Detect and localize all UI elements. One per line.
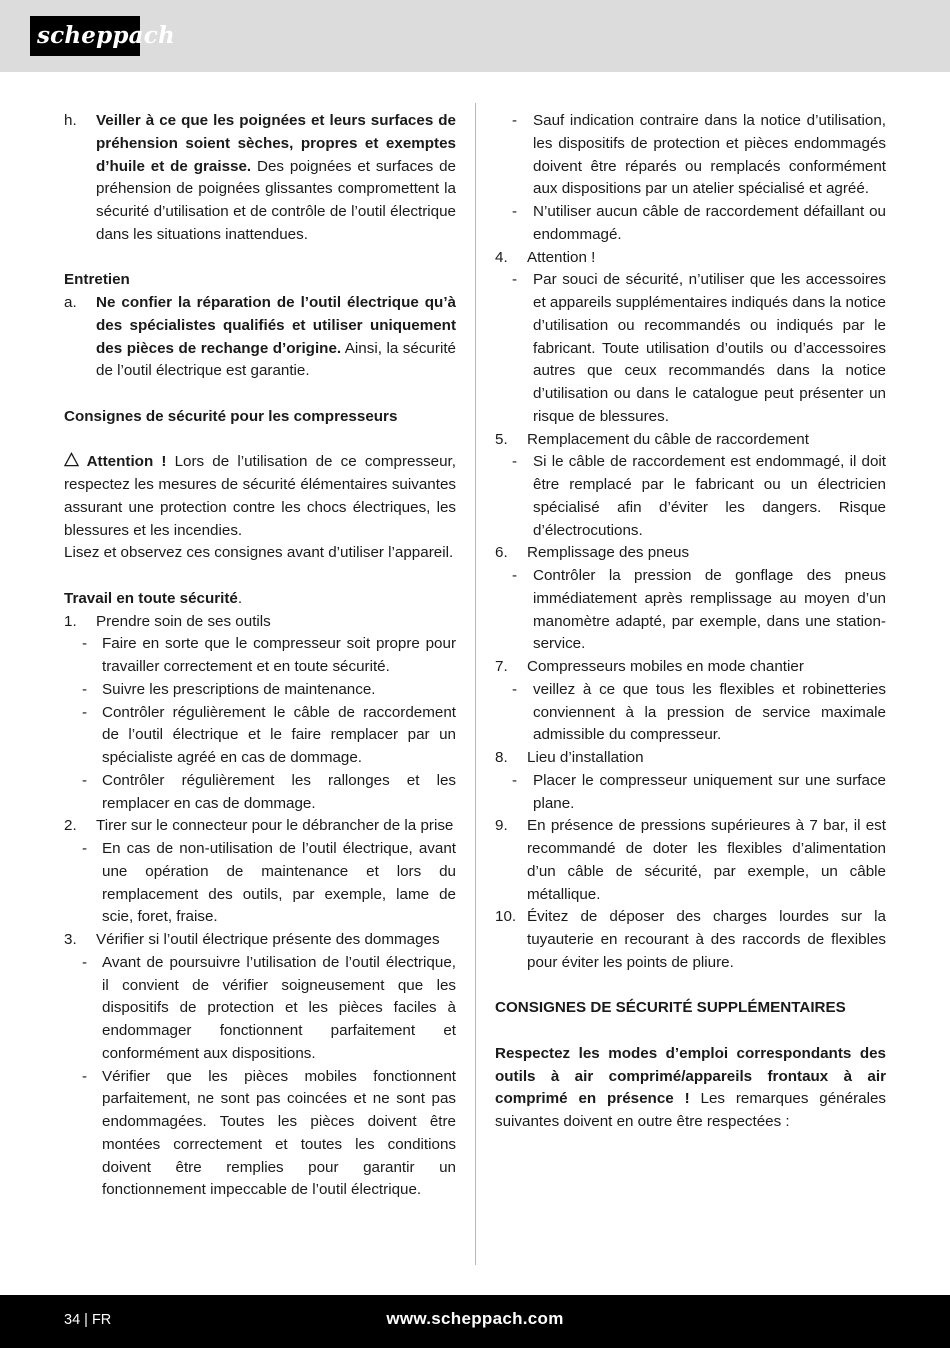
header-bar <box>0 0 950 72</box>
dash-text: Contrôler la pression de gonflage des pneus immédiatement après remplissage au moyen d’un manomètre adapté, par exemple, dans une station-service. <box>533 567 886 653</box>
dash-item: - Si le câble de raccordement est endommagé, il doit être remplacé par le fabricant ou un électricien spécialisé afin d’éviter les dangers. Risque d’électrocutions. <box>512 451 886 542</box>
website-link[interactable]: www.scheppach.com <box>386 1309 564 1328</box>
dash-item: - Contrôler la pression de gonflage des pneus immédiatement après remplissage au moyen d’un manomètre adapté, par exemple, dans une station-service. <box>512 565 886 656</box>
item-text: Tirer sur le connecteur pour le débrancher de la prise <box>96 817 454 835</box>
heading-text: Consignes de sécurité pour les compresseurs <box>64 407 398 425</box>
dash-text: En cas de non-utilisation de l’outil électrique, avant une opération de maintenance et lors du remplacement des outils, par exemple, lame de scie, foret, fraise. <box>102 840 456 926</box>
brand-logo[interactable] <box>30 16 175 56</box>
bold-text: Veiller à ce que les poignées et leurs surfaces de préhension soient sèches, propres et exemptes d’huile et de graisse. <box>96 112 456 175</box>
section-title-supplementaires <box>495 997 886 1020</box>
dash-item: - En cas de non-utilisation de l’outil électrique, avant une opération de maintenance et lors du remplacement des outils, par exemple, lame de scie, foret, fraise. <box>82 838 456 929</box>
list-item-8 <box>495 747 886 770</box>
punctuation: . <box>237 589 243 607</box>
body-text: Les remarques générales suivantes doivent en outre être respectées : <box>495 1090 886 1130</box>
item-text: Remplissage des pneus <box>527 544 690 562</box>
dash-item: - Vérifier que les pièces mobiles fonctionnent parfaitement, ne sont pas coincées et ne sont pas endommagées. Toutes les pièces doivent être montées correctement et toutes les conditions doivent être remplies pour garantir un fonctionnement impeccable de l’outil électrique. <box>82 1066 456 1203</box>
item-text: Vérifier si l’outil électrique présente des dommages <box>96 931 440 948</box>
logo-text: scheppach <box>37 22 175 49</box>
dash-item: - Avant de poursuivre l’utilisation de l’outil électrique, il convient de vérifier soigneusement que les dispositifs de protection et les pièces faciles à endommager fonctionnent parfaitement et conformément aux dispositions. <box>82 952 456 1066</box>
dash-text: Vérifier que les pièces mobiles fonctionnent parfaitement, ne sont pas coincées et ne sont pas endommagées. Toutes les pièces doivent être montées correctement et toutes les conditions doivent être remplies pour garantir un fonctionnement impeccable de l’outil électrique. <box>102 1067 456 1199</box>
dash-item: - Sauf indication contraire dans la notice d’utilisation, les dispositifs de protection et pièces endommagés doivent être réparés ou remplacés conformément aux dispositions par un atelier spécialisé et agréé. <box>512 110 886 201</box>
item-number: 6. <box>495 544 508 562</box>
dash-text: veillez à ce que tous les flexibles et robinetteries conviennent à la pression de service maximale admissible du compresseur. <box>533 680 886 744</box>
paragraph-lisez: Lisez et observez ces consignes avant d’utiliser l’appareil. <box>64 544 454 562</box>
list-item-h <box>64 110 456 247</box>
dash-item: - Contrôler régulièrement le câble de raccordement de l’outil électrique et le faire remplacer par un spécialiste agréé en cas de dommage. <box>82 702 456 770</box>
attention-paragraph <box>64 451 456 542</box>
list-item-3 <box>64 929 456 952</box>
dash-text: Si le câble de raccordement est endommagé, il doit être remplacé par le fabricant ou un électricien spécialisé afin d’éviter les dangers. Risque d’électrocutions. <box>533 453 886 539</box>
dash-item: - Par souci de sécurité, n’utiliser que les accessoires et appareils supplémentaires indiqués dans la notice d’utilisation ou recommandés ou indiqués par le fabricant. Toute utilisation d’outils ou d’accessoires autres que ceux recommandés dans la notice d’utilisation ou dans le catalogue peut présenter un risque de blessures. <box>512 269 886 428</box>
item-number: 8. <box>495 749 508 766</box>
list-item-6 <box>495 542 886 565</box>
body-text: Des poignées et surfaces de préhension de poignées glissantes compromettent la sécurité d’utilisation et de contrôle de l’outil électrique dans les situations inattendues. <box>96 157 456 243</box>
item-text: Lieu d’installation <box>527 749 644 766</box>
section-title-entretien <box>64 269 456 292</box>
left-column <box>64 110 456 1202</box>
dash-item: - N’utiliser aucun câble de raccordement défaillant ou endommagé. <box>512 201 886 247</box>
page-number: 34 | FR <box>64 1312 112 1328</box>
warning-triangle-icon <box>64 452 79 467</box>
list-item-7 <box>495 656 886 679</box>
item-number: h. <box>64 112 77 129</box>
dash-item: - Placer le compresseur uniquement sur une surface plane. <box>512 770 886 816</box>
dash-text: Contrôler régulièrement le câble de raccordement de l’outil électrique et le faire remplacer par un spécialiste agréé en cas de dommage. <box>102 703 456 766</box>
dash-item: - Contrôler régulièrement les rallonges et les remplacer en cas de dommage. <box>82 770 456 816</box>
dash-item: - Faire en sorte que le compresseur soit propre pour travailler correctement et en toute sécurité. <box>82 633 456 679</box>
item-number: 1. <box>64 612 77 630</box>
item-number: 10. <box>495 908 517 926</box>
list-item-5 <box>495 429 886 452</box>
list-item-a <box>64 292 456 383</box>
dash-item: - Suivre les prescriptions de maintenance. <box>82 679 456 702</box>
item-text <box>96 292 456 383</box>
list-item-10 <box>495 906 886 974</box>
respectez-paragraph <box>495 1043 886 1134</box>
list-item-1 <box>64 611 456 634</box>
list-item-2 <box>64 815 456 838</box>
dash-text: Avant de poursuivre l’utilisation de l’outil électrique, il convient de vérifier soigneusement que les dispositifs de protection et les pièces faciles à endommager fonctionnent parfaitement et conformément aux dispositions. <box>102 953 456 1062</box>
item-text: Remplacement du câble de raccordement <box>527 430 809 448</box>
item-number: 5. <box>495 430 508 448</box>
item-number: 3. <box>64 931 77 948</box>
item-text: Prendre soin de ses outils <box>96 612 271 630</box>
body-text: Ainsi, la sécurité de l’outil électrique est garantie. <box>96 339 456 380</box>
item-number: a. <box>64 294 77 311</box>
item-text: Attention ! <box>527 248 596 266</box>
heading-text: CONSIGNES DE SÉCURITÉ SUPPLÉMENTAIRES <box>495 999 846 1017</box>
section-title-travail <box>64 588 456 611</box>
heading-text: Entretien <box>64 271 130 289</box>
heading-text: Travail en toute sécurité <box>64 589 238 607</box>
bold-text: Respectez les modes d’emploi correspondants des outils à air comprimé/appareils frontaux à air comprimé en présence ! <box>495 1044 886 1108</box>
item-number: 9. <box>495 817 508 835</box>
item-text <box>96 110 456 247</box>
list-item-4 <box>495 247 886 270</box>
dash-text: N’utiliser aucun câble de raccordement défaillant ou endommagé. <box>533 203 886 243</box>
dash-text: Placer le compresseur uniquement sur une surface plane. <box>533 771 886 812</box>
item-number: 2. <box>64 817 77 835</box>
item-text: Compresseurs mobiles en mode chantier <box>527 658 804 675</box>
dash-text: Par souci de sécurité, n’utiliser que les accessoires et appareils supplémentaires indiqués dans la notice d’utilisation ou recommandés ou indiqués par le fabricant. Toute utilisation d’outils ou d’accessoires autres que ceux recommandés dans la notice d’utilisation ou dans le catalogue peut présenter un risque de blessures. <box>533 271 886 425</box>
bold-text: Ne confier la réparation de l’outil électrique qu’à des spécialistes qualifiés et utiliser uniquement des pièces de rechange d’origine. <box>96 294 456 357</box>
dash-text: Suivre les prescriptions de maintenance. <box>102 680 376 698</box>
dash-text: Faire en sorte que le compresseur soit propre pour travailler correctement et en toute sécurité. <box>102 635 456 675</box>
body-text: Lors de l’utilisation de ce compresseur, respectez les mesures de sécurité élémentaires suivantes assurant une protection contre les chocs électriques, les blessures et les incendies. <box>64 453 456 539</box>
footer-bar <box>0 1295 950 1348</box>
item-text: En présence de pressions supérieures à 7 bar, il est recommandé de doter les flexibles d’alimentation d’un câble de sécurité, par exemple, un câble métallique. <box>527 817 886 903</box>
dash-text: Contrôler régulièrement les rallonges et les remplacer en cas de dommage. <box>102 771 456 812</box>
section-title-consignes <box>64 406 456 429</box>
list-item-9 <box>495 815 886 906</box>
column-divider <box>475 103 476 1265</box>
bold-text: Attention ! <box>79 453 167 471</box>
item-number: 7. <box>495 658 508 675</box>
item-text: Évitez de déposer des charges lourdes sur la tuyauterie en recourant à des raccords de flexibles pour éviter les points de pliure. <box>527 908 886 971</box>
dash-text: Sauf indication contraire dans la notice d’utilisation, les dispositifs de protection et pièces endommagés doivent être réparés ou remplacés conformément aux dispositions par un atelier spécialisé et agréé. <box>533 112 886 198</box>
dash-item: - veillez à ce que tous les flexibles et robinetteries conviennent à la pression de service maximale admissible du compresseur. <box>512 679 886 747</box>
right-column <box>495 110 886 1134</box>
item-number: 4. <box>495 248 508 266</box>
